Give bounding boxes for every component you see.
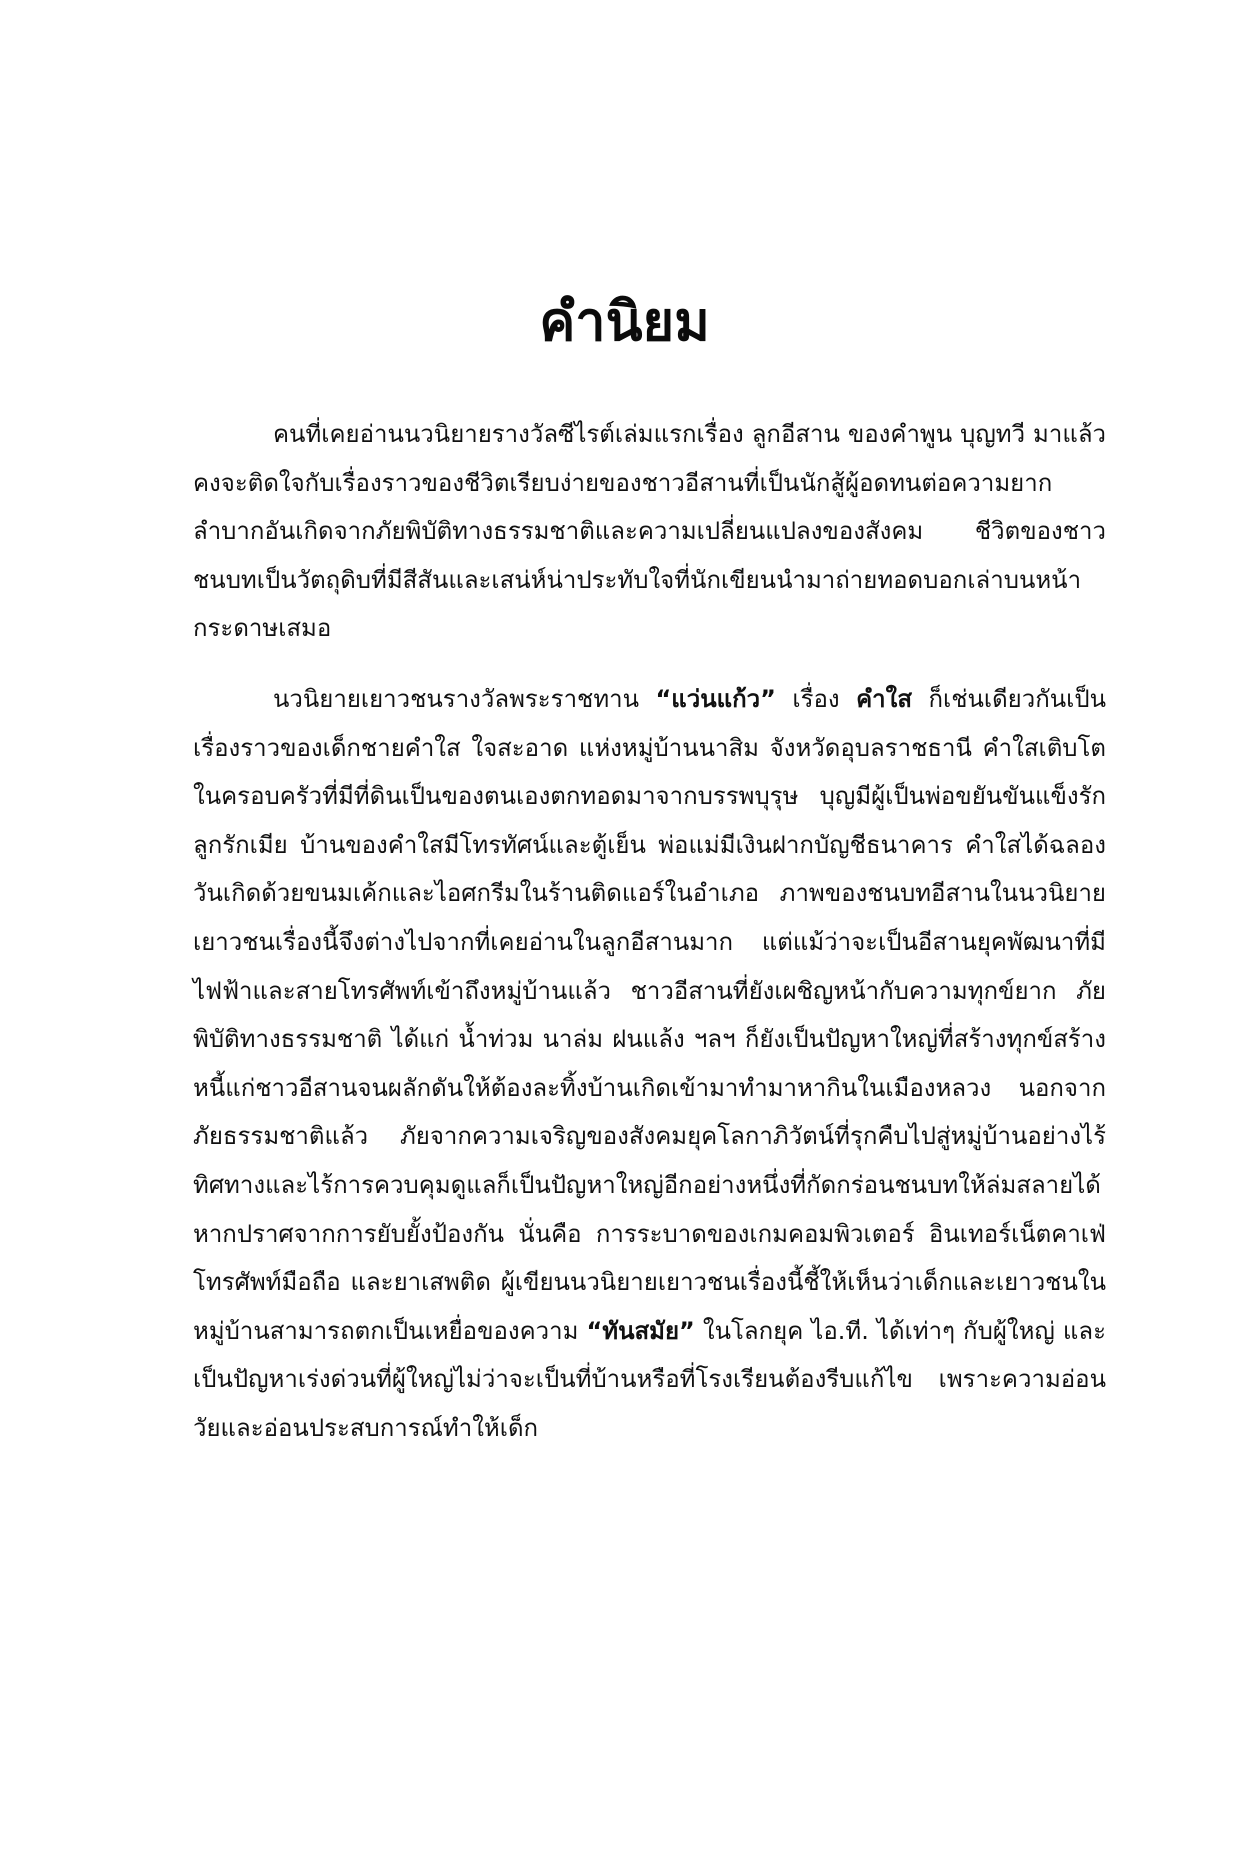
paragraph-1 xyxy=(193,410,1106,653)
page-title: คำนิยม xyxy=(539,290,710,353)
paragraph-2-part-1: นวนิยายเยาวชนรางวัลพระราชทาน xyxy=(273,684,656,713)
book-title-emphasis: คำใส xyxy=(856,684,912,713)
award-name-emphasis: “แว่นแก้ว” xyxy=(655,684,776,713)
body-text xyxy=(193,410,1106,1474)
paragraph-2-part-4: ในโลกยุค ไอ.ที. ได้เท่าๆ กับผู้ใหญ่ และเป็นปัญหาเร่งด่วนที่ผู้ใหญ่ไม่ว่าจะเป็นที่บ้านหรือที่โรงเรียนต้องรีบแก้ไข เพราะความอ่อนวัยและอ่อนประสบการณ์ทำให้เด็ก xyxy=(193,1316,1106,1442)
paragraph-2 xyxy=(193,675,1106,1453)
modernity-emphasis: “ทันสมัย” xyxy=(586,1316,695,1345)
paragraph-2-part-3: ก็เช่นเดียวกันเป็นเรื่องราวของเด็กชายคำใส ใจสะอาด แห่งหมู่บ้านนาสิม จังหวัดอุบลราชธานี คำใสเติบโตในครอบครัวที่มีที่ดินเป็นของตนเองตกทอดมาจากบรรพบุรุษ บุญมีผู้เป็นพ่อขยันขันแข็งรักลูกรักเมีย บ้านของคำใสมีโทรทัศน์และตู้เย็น พ่อแม่มีเงินฝากบัญชีธนาคาร คำใสได้ฉลองวันเกิดด้วยขนมเค้กและไอศกรีมในร้านติดแอร์ในอำเภอ ภาพของชนบทอีสานในนวนิยายเยาวชนเรื่องนี้จึงต่างไปจากที่เคยอ่านในลูกอีสานมาก แต่แม้ว่าจะเป็นอีสานยุคพัฒนาที่มีไฟฟ้าและสายโทรศัพท์เข้าถึงหมู่บ้านแล้ว ชาวอีสานที่ยังเผชิญหน้ากับความทุกข์ยาก ภัยพิบัติทางธรรมชาติ ได้แก่ น้ำท่วม นาล่ม ฝนแล้ง ฯลฯ ก็ยังเป็นปัญหาใหญ่ที่สร้างทุกข์สร้างหนี้แก่ชาวอีสานจนผลักดันให้ต้องละทิ้งบ้านเกิดเข้ามาทำมาหากินในเมืองหลวง นอกจากภัยธรรมชาติแล้ว ภัยจากความเจริญของสังคมยุคโลกาภิวัตน์ที่รุกคืบไปสู่หมู่บ้านอย่างไร้ทิศทางและไร้การควบคุมดูแลก็เป็นปัญหาใหญ่อีกอย่างหนึ่งที่กัดกร่อนชนบทให้ล่มสลายได้หากปราศจากการยับยั้งป้องกัน นั่นคือ การระบาดของเกมคอมพิวเตอร์ อินเทอร์เน็ตคาเฟ่ โทรศัพท์มือถือ และยาเสพติด ผู้เขียนนวนิยายเยาวชนเรื่องนี้ชี้ให้เห็นว่าเด็กและเยาวชนในหมู่บ้านสามารถตกเป็นเหยื่อของความ xyxy=(193,684,1106,1345)
paragraph-2-part-2: เรื่อง xyxy=(775,684,857,713)
paragraph-1-text: คนที่เคยอ่านนวนิยายรางวัลซีไรต์เล่มแรกเรื่อง ลูกอีสาน ของคำพูน บุญทวี มาแล้ว คงจะติดใจกับเรื่องราวของชีวิตเรียบง่ายของชาวอีสานที่เป็นนักสู้ผู้อดทนต่อความยากลำบากอันเกิดจากภัยพิบัติทางธรรมชาติและความเปลี่ยนแปลงของสังคม ชีวิตของชาวชนบทเป็นวัตถุดิบที่มีสีสันและเสน่ห์น่าประทับใจที่นักเขียนนำมาถ่ายทอดบอกเล่าบนหน้ากระดาษเสมอ xyxy=(193,420,1106,643)
